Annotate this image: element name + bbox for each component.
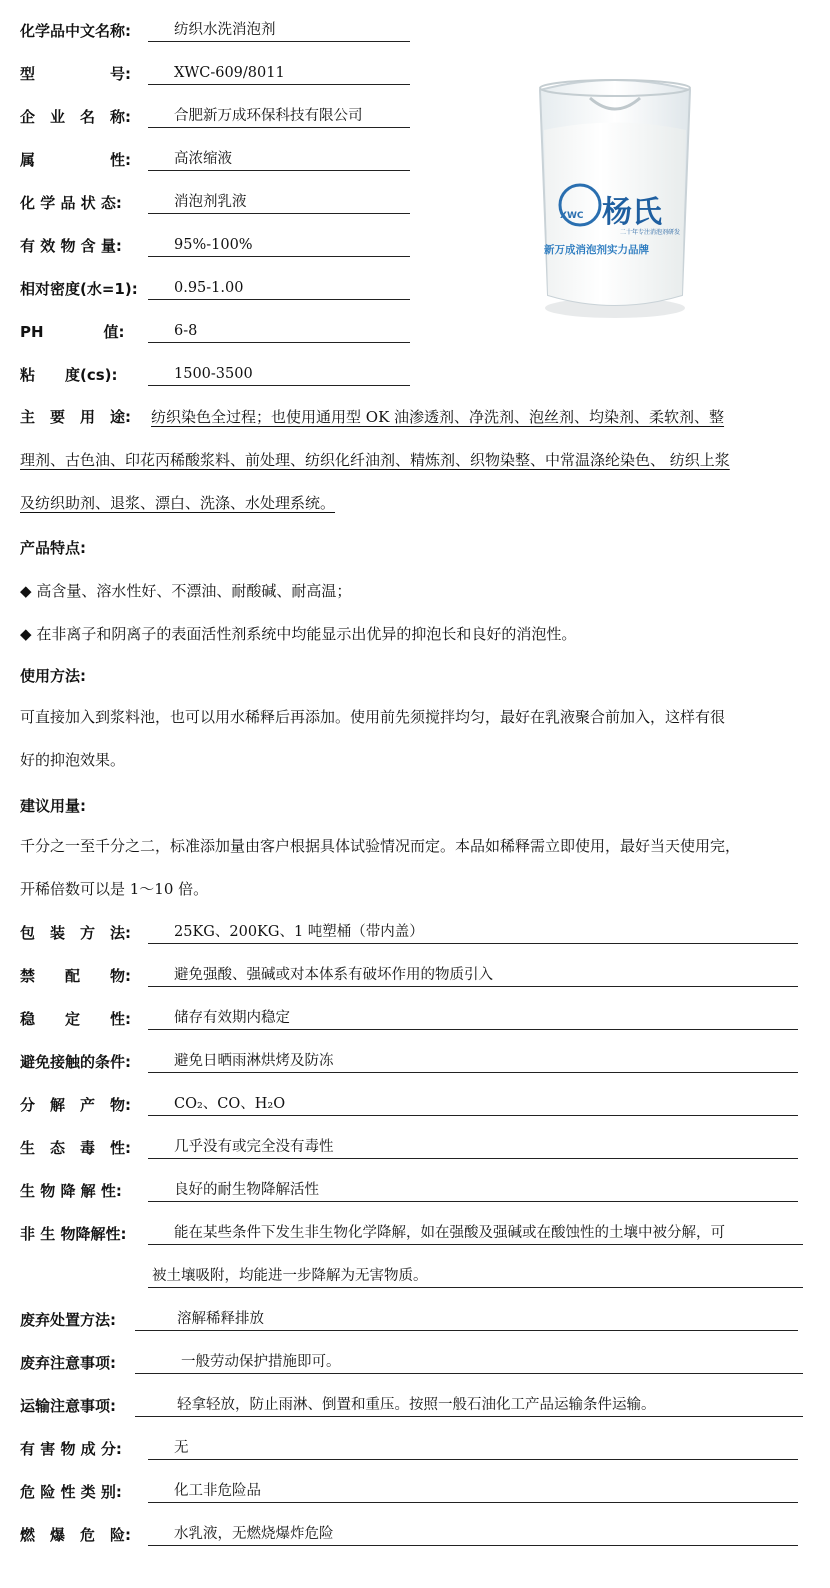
state-value: 消泡剂乳液 [148, 192, 410, 214]
product-beaker-image [530, 70, 700, 330]
feature-item-1-text: 高含量、溶水性好、不漂油、耐酸碱、耐高温； [36, 582, 352, 600]
content-label: 有 效 物 含 量: [20, 237, 122, 255]
avoid-label: 避免接触的条件: [20, 1053, 131, 1071]
transport-label: 运输注意事项: [20, 1397, 116, 1415]
usage-line1: 纺织染色全过程；也使用通用型 OK 油渗透剂、净洗剂、泡丝剂、均染剂、柔软剂、整 [151, 408, 725, 426]
usage-paragraph [20, 396, 810, 525]
state-label: 化 学 品 状 态: [20, 194, 122, 212]
method-title: 使用方法: [20, 667, 86, 685]
explosion-label: 燃 爆 危 险: [20, 1526, 131, 1544]
decomp-label: 分 解 产 物: [20, 1096, 131, 1114]
dosage-paragraph [20, 825, 810, 911]
method-line2: 好的抑泡效果。 [20, 751, 126, 769]
transport-value: 轻拿轻放，防止雨淋、倒置和重压。按照一般石油化工产品运输条件运输。 [135, 1395, 803, 1417]
harmful-label: 有 害 物 成 分: [20, 1440, 122, 1458]
property-label: 属 性: [20, 151, 131, 169]
ph-label: PH 值: [20, 323, 125, 341]
model-label: 型 号: [20, 65, 131, 83]
model-value: XWC-609/8011 [148, 63, 410, 85]
dosage-line2: 开稀倍数可以是 1～10 倍。 [20, 880, 209, 898]
slogan-text: 新万成消泡剂实力品牌 [544, 244, 649, 256]
disposal-value: 溶解稀释排放 [135, 1309, 798, 1331]
feature-item-2-text: 在非离子和阴离子的表面活性剂系统中均能显示出优异的抑泡长和良好的消泡性。 [36, 625, 577, 643]
stability-label: 稳 定 性: [20, 1010, 131, 1028]
explosion-value: 水乳液，无燃烧爆炸危险 [148, 1524, 798, 1546]
biodeg-value: 良好的耐生物降解活性 [148, 1180, 798, 1202]
method-line1: 可直接加入到浆料池，也可以用水稀释后再添加。使用前先须搅拌均匀，最好在乳液聚合前加入，这样有很 [20, 708, 726, 726]
logo-text: XWC [560, 211, 584, 221]
method-paragraph [20, 696, 810, 782]
biodeg-label: 生 物 降 解 性: [20, 1182, 122, 1200]
usage-line2: 理剂、古色油、印花丙稀酸浆料、前处理、纺织化纤油剂、精炼剂、织物染整、中常温涤纶染色、 纺织上浆 [20, 451, 730, 469]
harmful-value: 无 [148, 1438, 798, 1460]
incompat-value: 避免强酸、强碱或对本体系有破坏作用的物质引入 [148, 965, 798, 987]
feature-item-1: ◆ 高含量、溶水性好、不漂油、耐酸碱、耐高温； [20, 582, 352, 600]
brand-text: 杨氏 [602, 195, 662, 230]
viscosity-label: 粘 度(cs): [20, 366, 118, 384]
toxicity-label: 生 态 毒 性: [20, 1139, 131, 1157]
dosage-line1: 千分之一至千分之二，标准添加量由客户根据具体试验情况而定。本品如稀释需立即使用，最好当天使用完， [20, 837, 741, 855]
feature-item-2: ◆ 在非离子和阴离子的表面活性剂系统中均能显示出优异的抑泡长和良好的消泡性。 [20, 625, 577, 643]
company-label: 企 业 名 称: [20, 108, 131, 126]
hazard-class-value: 化工非危险品 [148, 1481, 798, 1503]
density-label: 相对密度(水=1): [20, 280, 138, 298]
product-name-value: 纺织水洗消泡剂 [148, 20, 410, 42]
tagline-text: 二十年专注消泡剂研发 [620, 229, 681, 236]
avoid-value: 避免日晒雨淋烘烤及防冻 [148, 1051, 798, 1073]
nonbiodeg-line2: 被土壤吸附，均能进一步降解为无害物质。 [148, 1266, 803, 1288]
property-value: 高浓缩液 [148, 149, 410, 171]
decomp-value: CO₂、CO、H₂O [148, 1094, 798, 1116]
incompat-label: 禁 配 物: [20, 967, 131, 985]
packaging-label: 包 装 方 法: [20, 924, 131, 942]
disposal-notes-value: 一般劳动保护措施即可。 [135, 1352, 803, 1374]
usage-line3: 及纺织助剂、退浆、漂白、洗涤、水处理系统。 [20, 494, 336, 512]
product-name-label: 化学品中文名称: [20, 22, 131, 40]
nonbiodeg-label: 非 生 物降解性: [20, 1225, 127, 1243]
dosage-title: 建议用量: [20, 797, 86, 815]
packaging-value: 25KG、200KG、1 吨塑桶（带内盖） [148, 922, 798, 944]
stability-value: 储存有效期内稳定 [148, 1008, 798, 1030]
toxicity-value: 几乎没有或完全没有毒性 [148, 1137, 798, 1159]
disposal-notes-label: 废弃注意事项: [20, 1354, 116, 1372]
ph-value: 6-8 [148, 321, 410, 343]
viscosity-value: 1500-3500 [148, 364, 410, 386]
nonbiodeg-line1: 能在某些条件下发生非生物化学降解，如在强酸及强碱或在酸蚀性的土壤中被分解，可 [148, 1223, 803, 1245]
disposal-label: 废弃处置方法: [20, 1311, 116, 1329]
content-value: 95%-100% [148, 235, 410, 257]
company-value: 合肥新万成环保科技有限公司 [148, 106, 410, 128]
features-title: 产品特点: [20, 539, 86, 557]
hazard-class-label: 危 险 性 类 别: [20, 1483, 122, 1501]
usage-label: 主 要 用 途: [20, 408, 131, 426]
density-value: 0.95-1.00 [148, 278, 410, 300]
